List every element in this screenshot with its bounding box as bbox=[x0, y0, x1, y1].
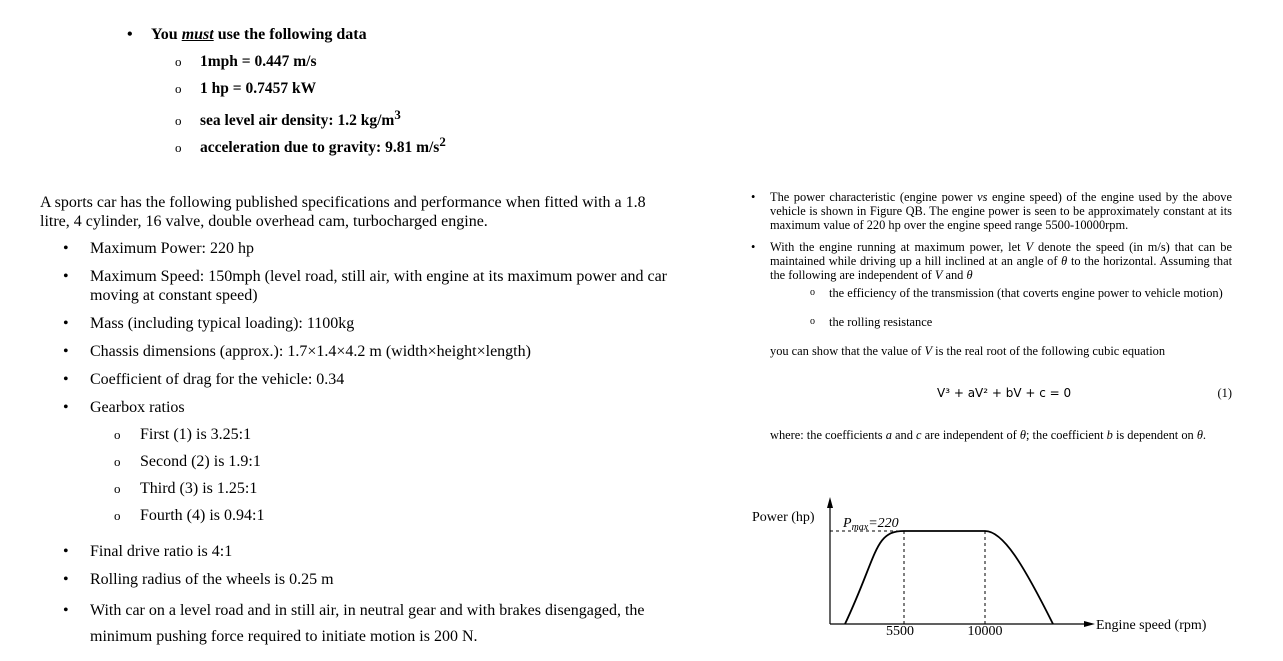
gear-ratio-item: o Fourth (4) is 0.94:1 bbox=[114, 507, 265, 524]
data-item-gravity: o acceleration due to gravity: 9.81 $m/s^2$ bbox=[175, 134, 446, 157]
spec-chassis: • Chassis dimensions (approx.): 1.7×1.4×4.2 m (width×height×length) bbox=[63, 343, 531, 360]
circle-bullet-icon: o bbox=[114, 427, 121, 442]
spec-rolling-radius: • Rolling radius of the wheels is 0.25 m bbox=[63, 571, 334, 588]
spec-drag: • Coefficient of drag for the vehicle: 0.34 bbox=[63, 371, 345, 388]
assumption-efficiency: o the efficiency of the transmission (that coverts engine power to vehicle motion) bbox=[810, 286, 1223, 300]
x-tick-label: 5500 bbox=[886, 624, 914, 639]
circle-bullet-icon: o bbox=[175, 54, 182, 69]
bullet-icon: • bbox=[63, 399, 69, 416]
circle-bullet-icon: o bbox=[175, 81, 182, 96]
power-characteristic-chart bbox=[748, 494, 1238, 644]
equation-number: (1) bbox=[1217, 386, 1232, 400]
required-data-header bbox=[127, 26, 687, 48]
power-curve bbox=[845, 531, 1053, 624]
spec-final-drive: • Final drive ratio is 4:1 bbox=[63, 543, 233, 560]
spec-pushing-force: • With car on a level road and in still air, in neutral gear and with brakes disengaged, the minimum pushing force required to initiate motion is 200 N. bbox=[40, 598, 670, 650]
vehicle-specifications bbox=[40, 193, 670, 659]
bullet-icon: • bbox=[63, 571, 69, 588]
data-item-mph: o 1mph = 0.447 m/s bbox=[175, 53, 317, 70]
bullet-icon: • bbox=[63, 371, 69, 388]
gear-ratio-item: o Second (2) is 1.9:1 bbox=[114, 453, 261, 470]
bullet-icon: • bbox=[127, 26, 133, 43]
bullet-icon: • bbox=[63, 268, 69, 285]
data-item-hp: o 1 hp = 0.7457 kW bbox=[175, 80, 317, 97]
cubic-intro: you can show that the value of V is the real root of the following cubic equation bbox=[770, 344, 1166, 358]
spec-mass: • Mass (including typical loading): 1100kg bbox=[63, 315, 355, 332]
gear-ratio-item: o First (1) is 3.25:1 bbox=[114, 426, 252, 443]
equation-text: V³ + aV² + bV + c = 0 bbox=[937, 386, 1072, 400]
circle-bullet-icon: o bbox=[114, 481, 121, 496]
bullet-icon: • bbox=[63, 240, 69, 257]
circle-bullet-icon: o bbox=[810, 287, 815, 298]
spec-max-speed: • Maximum Speed: 150mph (level road, still air, with engine at its maximum power and car moving at constant speed) bbox=[63, 268, 668, 304]
assumption-rolling-resistance: o the rolling resistance bbox=[810, 315, 933, 329]
bullet-icon: • bbox=[63, 315, 69, 332]
circle-bullet-icon: o bbox=[810, 316, 815, 327]
spec-max-power: • Maximum Power: 220 hp bbox=[63, 240, 254, 257]
x-tick-label: 10000 bbox=[967, 624, 1003, 639]
circle-bullet-icon: o bbox=[114, 508, 121, 523]
y-axis-label: Power (hp) bbox=[752, 510, 815, 525]
y-axis-arrow-icon bbox=[827, 497, 833, 508]
coefficients-note: where: the coefficients a and c are independent of θ; the coefficient b is dependent on θ. bbox=[770, 428, 1207, 442]
gear-ratio-item: o Third (3) is 1.25:1 bbox=[114, 480, 258, 497]
intro-paragraph: A sports car has the following published specifications and performance when fitted with a 1.8 litre, 4 cylinder, 16 valve, double overhead cam, turbocharged engine. bbox=[40, 194, 646, 230]
data-item-air-density: o sea level air density: 1.2 $kg/m^3$ bbox=[175, 107, 401, 130]
circle-bullet-icon: o bbox=[175, 113, 182, 129]
bullet-icon: • bbox=[751, 190, 756, 204]
pmax-label: $P_{max}=220$ bbox=[843, 516, 899, 533]
hill-climb-paragraph: • With the engine running at maximum power, let V denote the speed (in m/s) that can be maintained while driving up a hill inclined at an angle of θ to the horizontal. Assuming that the following are independent of V and θ o the efficiency of the transmission (that coverts engine power to vehicle motion) o the rolling resistance bbox=[750, 240, 1232, 336]
cubic-equation bbox=[750, 386, 1232, 406]
header-text: You must use the following data bbox=[151, 26, 367, 43]
x-axis-label: Engine speed (rpm) bbox=[1096, 618, 1207, 633]
bullet-icon: • bbox=[63, 602, 69, 619]
circle-bullet-icon: o bbox=[114, 454, 121, 469]
required-data-list bbox=[127, 26, 687, 161]
circle-bullet-icon: o bbox=[175, 140, 182, 156]
bullet-icon: • bbox=[63, 343, 69, 360]
x-axis-arrow-icon bbox=[1084, 621, 1095, 627]
bullet-icon: • bbox=[751, 240, 756, 254]
power-characteristic-paragraph: • The power characteristic (engine power vs engine speed) of the engine used by the above vehicle is shown in Figure QB. The engine power is seen to be approximately constant at its maximum value of 220 hp over the engine speed range 5500-10000rpm. bbox=[751, 190, 1233, 232]
spec-gearbox: • Gearbox ratios o First (1) is 3.25:1 o Second (2) is 1.9:1 o Third (3) is 1.25:1 o Fourth (4) is 0.94:1 bbox=[40, 398, 670, 533]
question-text bbox=[750, 190, 1232, 442]
bullet-icon: • bbox=[63, 543, 69, 560]
